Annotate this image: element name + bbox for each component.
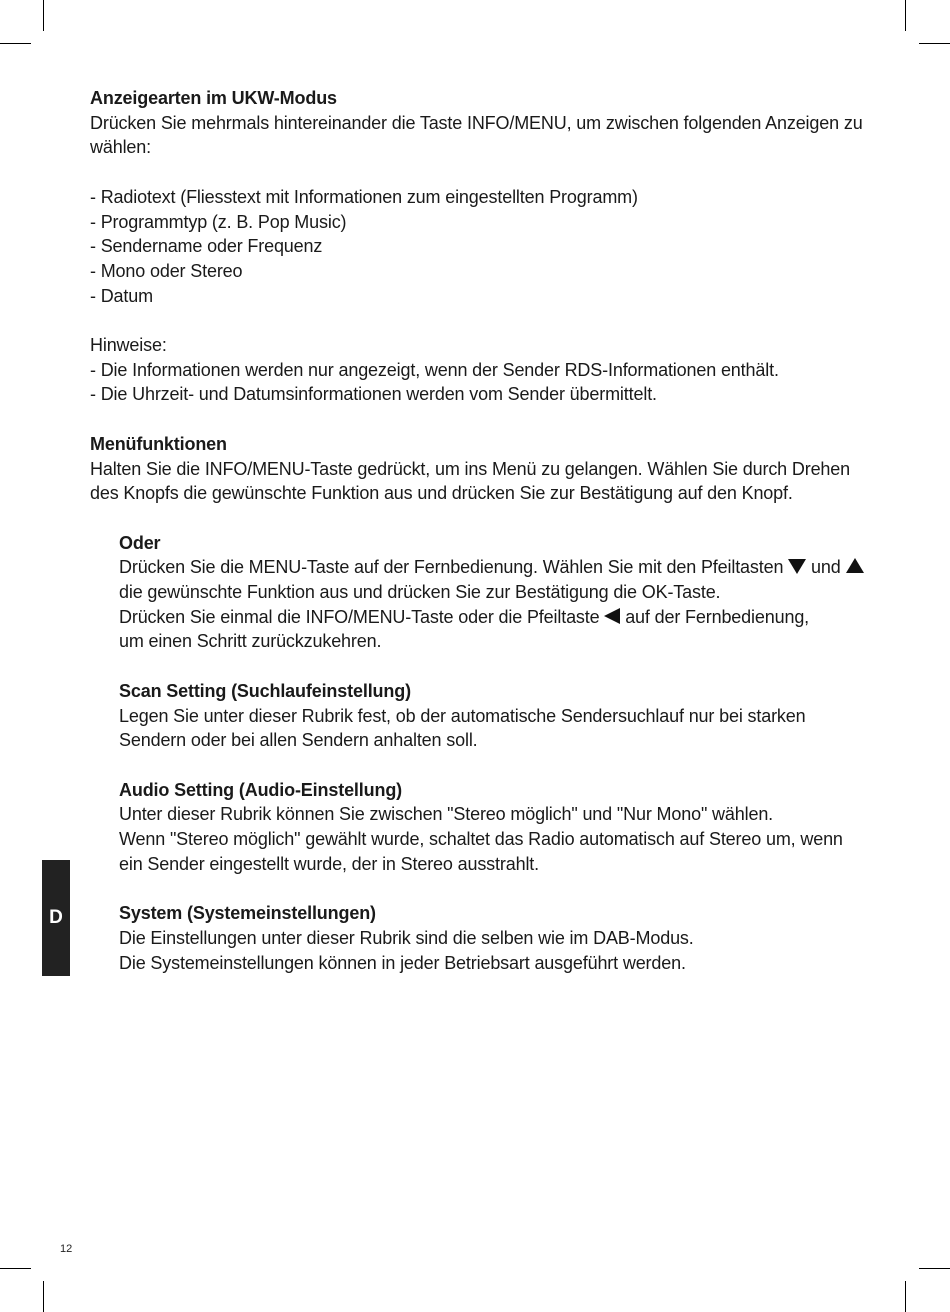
crop-mark (919, 43, 950, 44)
paragraph-line: Unter dieser Rubrik können Sie zwischen "Stereo möglich" und "Nur Mono" wählen. (119, 804, 774, 825)
paragraph-line: Die Einstellungen unter dieser Rubrik sind die selben wie im DAB-Modus. (119, 927, 694, 948)
paragraph-line: Wenn "Stereo möglich" gewählt wurde, schaltet das Radio automatisch auf Stereo um, wenn (119, 829, 843, 849)
paragraph-line: des Knopfs die gewünschte Funktion aus und drücken Sie zur Bestätigung auf den Knopf. (90, 483, 793, 504)
list-item: - Sendername oder Frequenz (90, 236, 323, 257)
indented-block (90, 531, 870, 976)
paragraph-line: Sendern oder bei allen Sendern anhalten soll. (119, 730, 478, 751)
section-heading-audio: Audio Setting (Audio-Einstellung) (119, 779, 403, 800)
page-number: 12 (60, 1243, 73, 1255)
paragraph-line: Die Systemeinstellungen können in jeder Betriebsart ausgeführt werden. (119, 952, 686, 973)
language-tab: D (42, 860, 70, 976)
page-content (90, 86, 870, 975)
crop-mark (905, 0, 906, 31)
paragraph-line: wählen: (90, 137, 151, 158)
arrow-down-icon (788, 558, 806, 574)
section-heading-oder: Oder (119, 532, 161, 553)
list-item: - Mono oder Stereo (90, 260, 243, 281)
section-heading-fm: Anzeigearten im UKW-Modus (90, 88, 337, 108)
paragraph-line: um einen Schritt zurückzukehren. (119, 631, 382, 652)
list-item: - Die Informationen werden nur angezeigt, wenn der Sender RDS-Informationen enthält. (90, 359, 779, 380)
paragraph-line: die gewünschte Funktion aus und drücken Sie zur Bestätigung die OK-Taste. (119, 582, 721, 602)
crop-mark (0, 43, 31, 44)
section-heading-scan: Scan Setting (Suchlaufeinstellung) (119, 680, 411, 701)
list-item: - Datum (90, 285, 153, 306)
list-item: - Radiotext (Fliesstext mit Informationen zum eingestellten Programm) (90, 186, 638, 207)
paragraph-line: Drücken Sie mehrmals hintereinander die Taste INFO/MENU, um zwischen folgenden Anzeigen zu (90, 112, 863, 133)
paragraph-line: ein Sender eingestellt wurde, der in Stereo ausstrahlt. (119, 853, 539, 874)
arrow-left-icon (604, 608, 620, 624)
paragraph-line: Halten Sie die INFO/MENU-Taste gedrückt, um ins Menü zu gelangen. Wählen Sie durch Drehen (90, 458, 851, 479)
crop-mark (919, 1268, 950, 1269)
notes-label: Hinweise: (90, 335, 167, 355)
arrow-up-icon (846, 558, 864, 574)
list-item: - Die Uhrzeit- und Datumsinformationen werden vom Sender übermittelt. (90, 384, 657, 405)
crop-mark (0, 1268, 31, 1269)
paragraph-line: Drücken Sie die MENU-Taste auf der Fernbedienung. Wählen Sie mit den Pfeiltasten und (119, 555, 870, 580)
crop-mark (43, 0, 44, 31)
crop-mark (43, 1281, 44, 1312)
list-item: - Programmtyp (z. B. Pop Music) (90, 211, 347, 232)
paragraph-line: Drücken Sie einmal die INFO/MENU-Taste oder die Pfeiltaste auf der Fernbedienung, (119, 606, 810, 627)
section-heading-menu: Menüfunktionen (90, 433, 227, 454)
crop-mark (905, 1281, 906, 1312)
paragraph-line: Legen Sie unter dieser Rubrik fest, ob der automatische Sendersuchlauf nur bei starken (119, 705, 806, 726)
section-heading-system: System (Systemeinstellungen) (119, 903, 376, 924)
